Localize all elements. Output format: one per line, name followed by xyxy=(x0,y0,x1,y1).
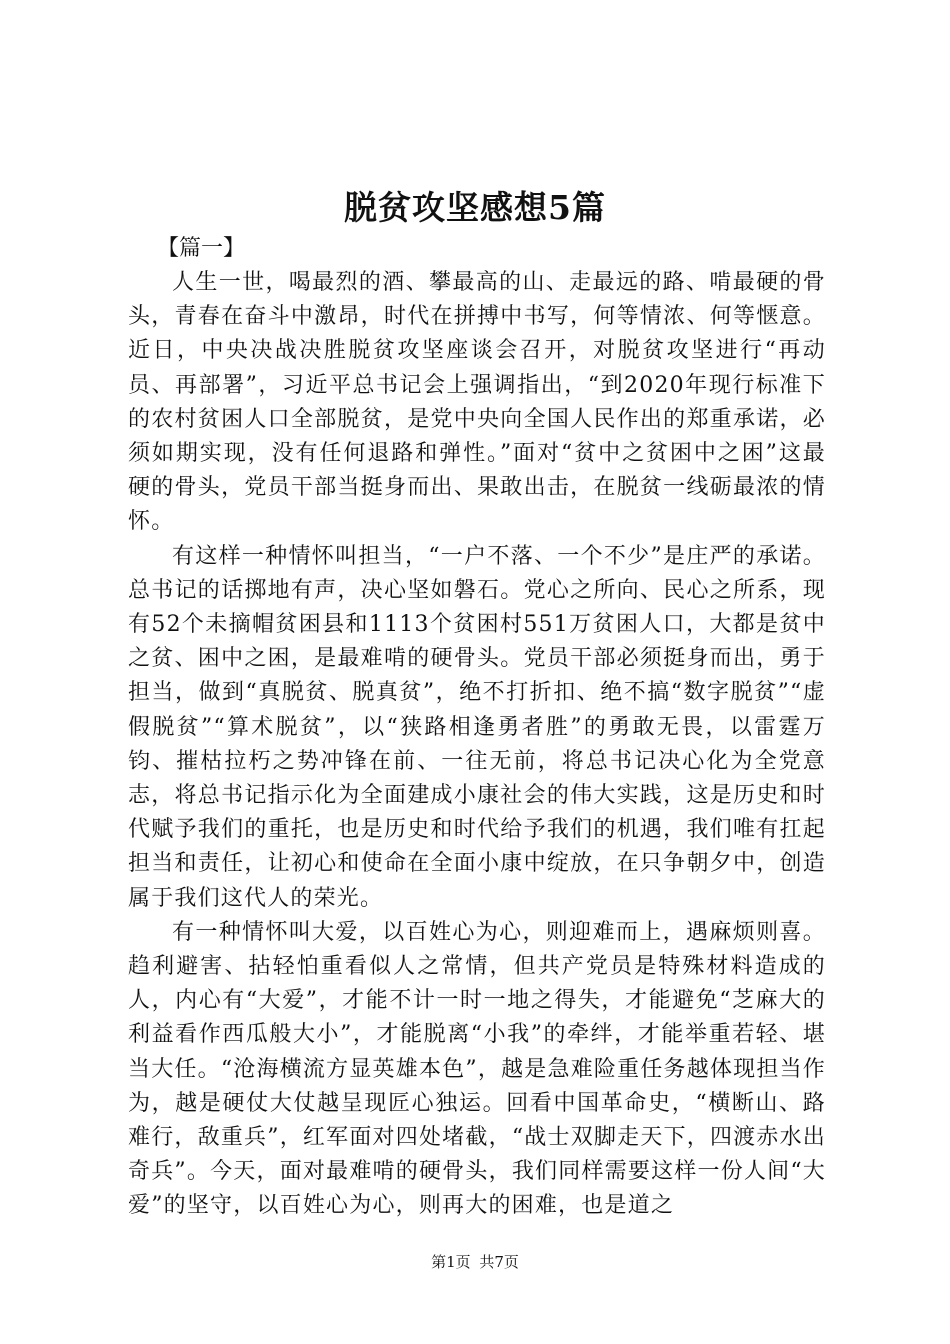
section-label: 【篇一】 xyxy=(157,236,246,261)
document-title: 脱贫攻坚感想5篇 xyxy=(344,188,606,227)
page-footer xyxy=(0,1252,950,1272)
document-body xyxy=(128,266,826,1224)
paragraph: 有这样一种情怀叫担当，“一户不落、一个不少”是庄严的承诺。总书记的话掷地有声，决心坚如磐石。党心之所向、民心之所系，现有52个未摘帽贫困县和1113个贫困村551万贫困人口，大都是贫中之贫、困中之困，是最难啃的硬骨头。党员干部必须挺身而出，勇于担当，做到“真脱贫、脱真贫”，绝不打折扣、绝不搞“数字脱贫”“虚假脱贫”“算术脱贫”，以“狭路相逢勇者胜”的勇敢无畏，以雷霆万钧、摧枯拉朽之势冲锋在前、一往无前，将总书记决心化为全党意志，将总书记指示化为全面建成小康社会的伟大实践，这是历史和时代赋予我们的重托，也是历史和时代给予我们的机遇，我们唯有扛起担当和责任，让初心和使命在全面小康中绽放，在只争朝夕中，创造属于我们这代人的荣光。 xyxy=(128,543,826,911)
paragraph: 人生一世，喝最烈的酒、攀最高的山、走最远的路、啃最硬的骨头，青春在奋斗中激昂，时代在拼搏中书写，何等情浓、何等惬意。近日，中央决战决胜脱贫攻坚座谈会召开，对脱贫攻坚进行“再动员、再部署”，习近平总书记会上强调指出，“到2020年现行标准下的农村贫困人口全部脱贫，是党中央向全国人民作出的郑重承诺，必须如期实现，没有任何退路和弹性。”面对“贫中之贫困中之困”这最硬的骨头，党员干部当挺身而出、果敢出击，在脱贫一线砺最浓的情怀。 xyxy=(128,270,826,535)
page-total: 共7页 xyxy=(479,1253,519,1271)
paragraph: 有一种情怀叫大爱，以百姓心为心，则迎难而上，遇麻烦则喜。趋利避害、拈轻怕重看似人之常情，但共产党员是特殊材料造成的人，内心有“大爱”，才能不计一时一地之得失，才能避免“芝麻大的利益看作西瓜般大小”，才能脱离“小我”的牵绊，才能举重若轻、堪当大任。“沧海横流方显英雄本色”，越是急难险重任务越体现担当作为，越是硬仗大仗越呈现匠心独运。回看中国革命史，“横断山、路难行，敌重兵”，红军面对四处堵截，“战士双脚走天下，四渡赤水出奇兵”。今天，面对最难啃的硬骨头，我们同样需要这样一份人间“大爱”的坚守，以百姓心为心，则再大的困难，也是道之 xyxy=(128,919,826,1219)
page-number: 第1页 xyxy=(431,1253,471,1271)
